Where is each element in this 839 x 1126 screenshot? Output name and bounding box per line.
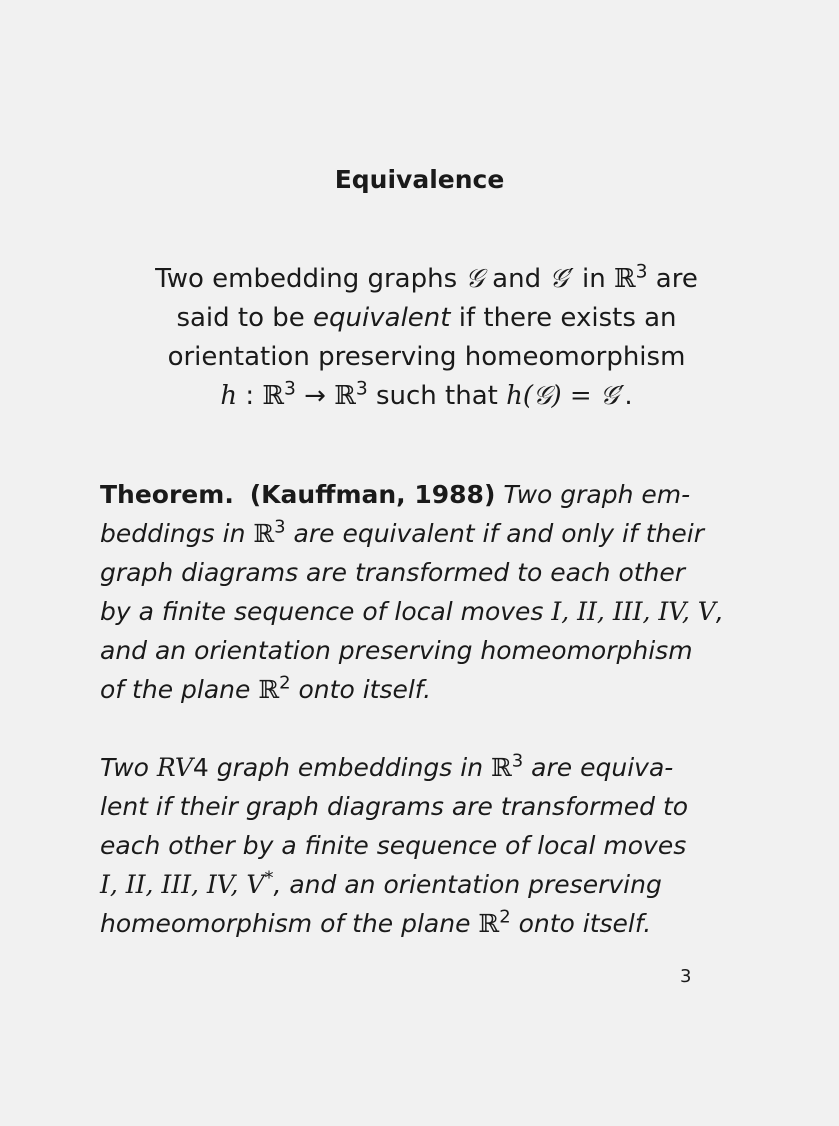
- math-h: h: [220, 381, 238, 411]
- theorem-text: and an orientation preserving homeomorphism: [100, 636, 693, 665]
- equivalent-term: equivalent: [313, 303, 451, 333]
- theorem-text: graph diagrams are transformed to each other: [100, 558, 686, 587]
- definition-paragraph: [70, 260, 783, 416]
- intro-text: in: [573, 264, 615, 294]
- theorem-text: are equivalent if and only if their: [285, 519, 704, 548]
- rv4-text: onto itself.: [510, 909, 652, 938]
- math-exponent: 2: [499, 906, 511, 928]
- math-reals: ℝ: [253, 519, 275, 548]
- rv4-text: graph embeddings in: [208, 753, 491, 782]
- math-reals: ℝ: [262, 381, 284, 411]
- math-reals: ℝ: [258, 675, 280, 704]
- math-graph-g-prime: 𝒢′: [549, 264, 574, 294]
- math-h-of-g: h(𝒢) = 𝒢′: [506, 381, 625, 411]
- math-moves: I, II, III, IV, V: [100, 870, 265, 899]
- math-star: *: [264, 867, 274, 889]
- math-exponent: 3: [355, 378, 368, 400]
- page-title: Equivalence: [334, 165, 505, 194]
- theorem-label: Theorem.: [100, 480, 234, 509]
- rv4-text: are equiva-: [523, 753, 674, 782]
- intro-text: Two embedding graphs: [155, 264, 466, 294]
- math-reals: ℝ: [614, 264, 636, 294]
- rv4-text: each other by a finite sequence of local moves: [100, 831, 687, 860]
- rv4-paragraph: [100, 748, 790, 943]
- math-exponent: 3: [635, 261, 648, 283]
- math-reals: ℝ: [334, 381, 356, 411]
- math-colon: :: [237, 381, 263, 411]
- math-reals: ℝ: [491, 753, 512, 782]
- math-graph-g: 𝒢: [465, 264, 484, 294]
- rv4-text: Two: [100, 753, 157, 782]
- theorem-comma: ,: [715, 597, 724, 626]
- intro-text: are: [647, 264, 698, 294]
- intro-text: said to be: [176, 303, 314, 333]
- math-four: 4: [192, 753, 209, 782]
- intro-text: such that: [367, 381, 507, 411]
- intro-period: .: [624, 381, 633, 411]
- intro-text: and: [483, 264, 550, 294]
- math-rv: RV: [156, 753, 193, 782]
- math-exponent: 3: [511, 750, 524, 772]
- rv4-text: homeomorphism of the plane: [100, 909, 479, 938]
- math-moves: I, II, III, IV, V: [551, 597, 716, 626]
- math-exponent: 2: [279, 672, 291, 694]
- theorem-text: beddings in: [100, 519, 254, 548]
- intro-text: if there exists an: [450, 303, 677, 333]
- math-reals: ℝ: [478, 909, 500, 938]
- theorem-text: onto itself.: [290, 675, 432, 704]
- intro-text: orientation preserving homeomorphism: [167, 342, 686, 372]
- theorem-text: Two graph em-: [503, 480, 691, 509]
- theorem-text: by a finite sequence of local moves: [100, 597, 552, 626]
- page-number: 3: [680, 966, 692, 987]
- theorem-attribution: (Kauffman, 1988): [249, 480, 496, 509]
- rv4-text: , and an orientation preserving: [273, 870, 662, 899]
- theorem-text: of the plane: [100, 675, 259, 704]
- math-exponent: 3: [283, 378, 296, 400]
- rv4-text: lent if their graph diagrams are transformed to: [100, 792, 689, 821]
- theorem-paragraph: [100, 475, 790, 709]
- math-exponent: 3: [274, 516, 286, 538]
- math-arrow: →: [295, 381, 335, 411]
